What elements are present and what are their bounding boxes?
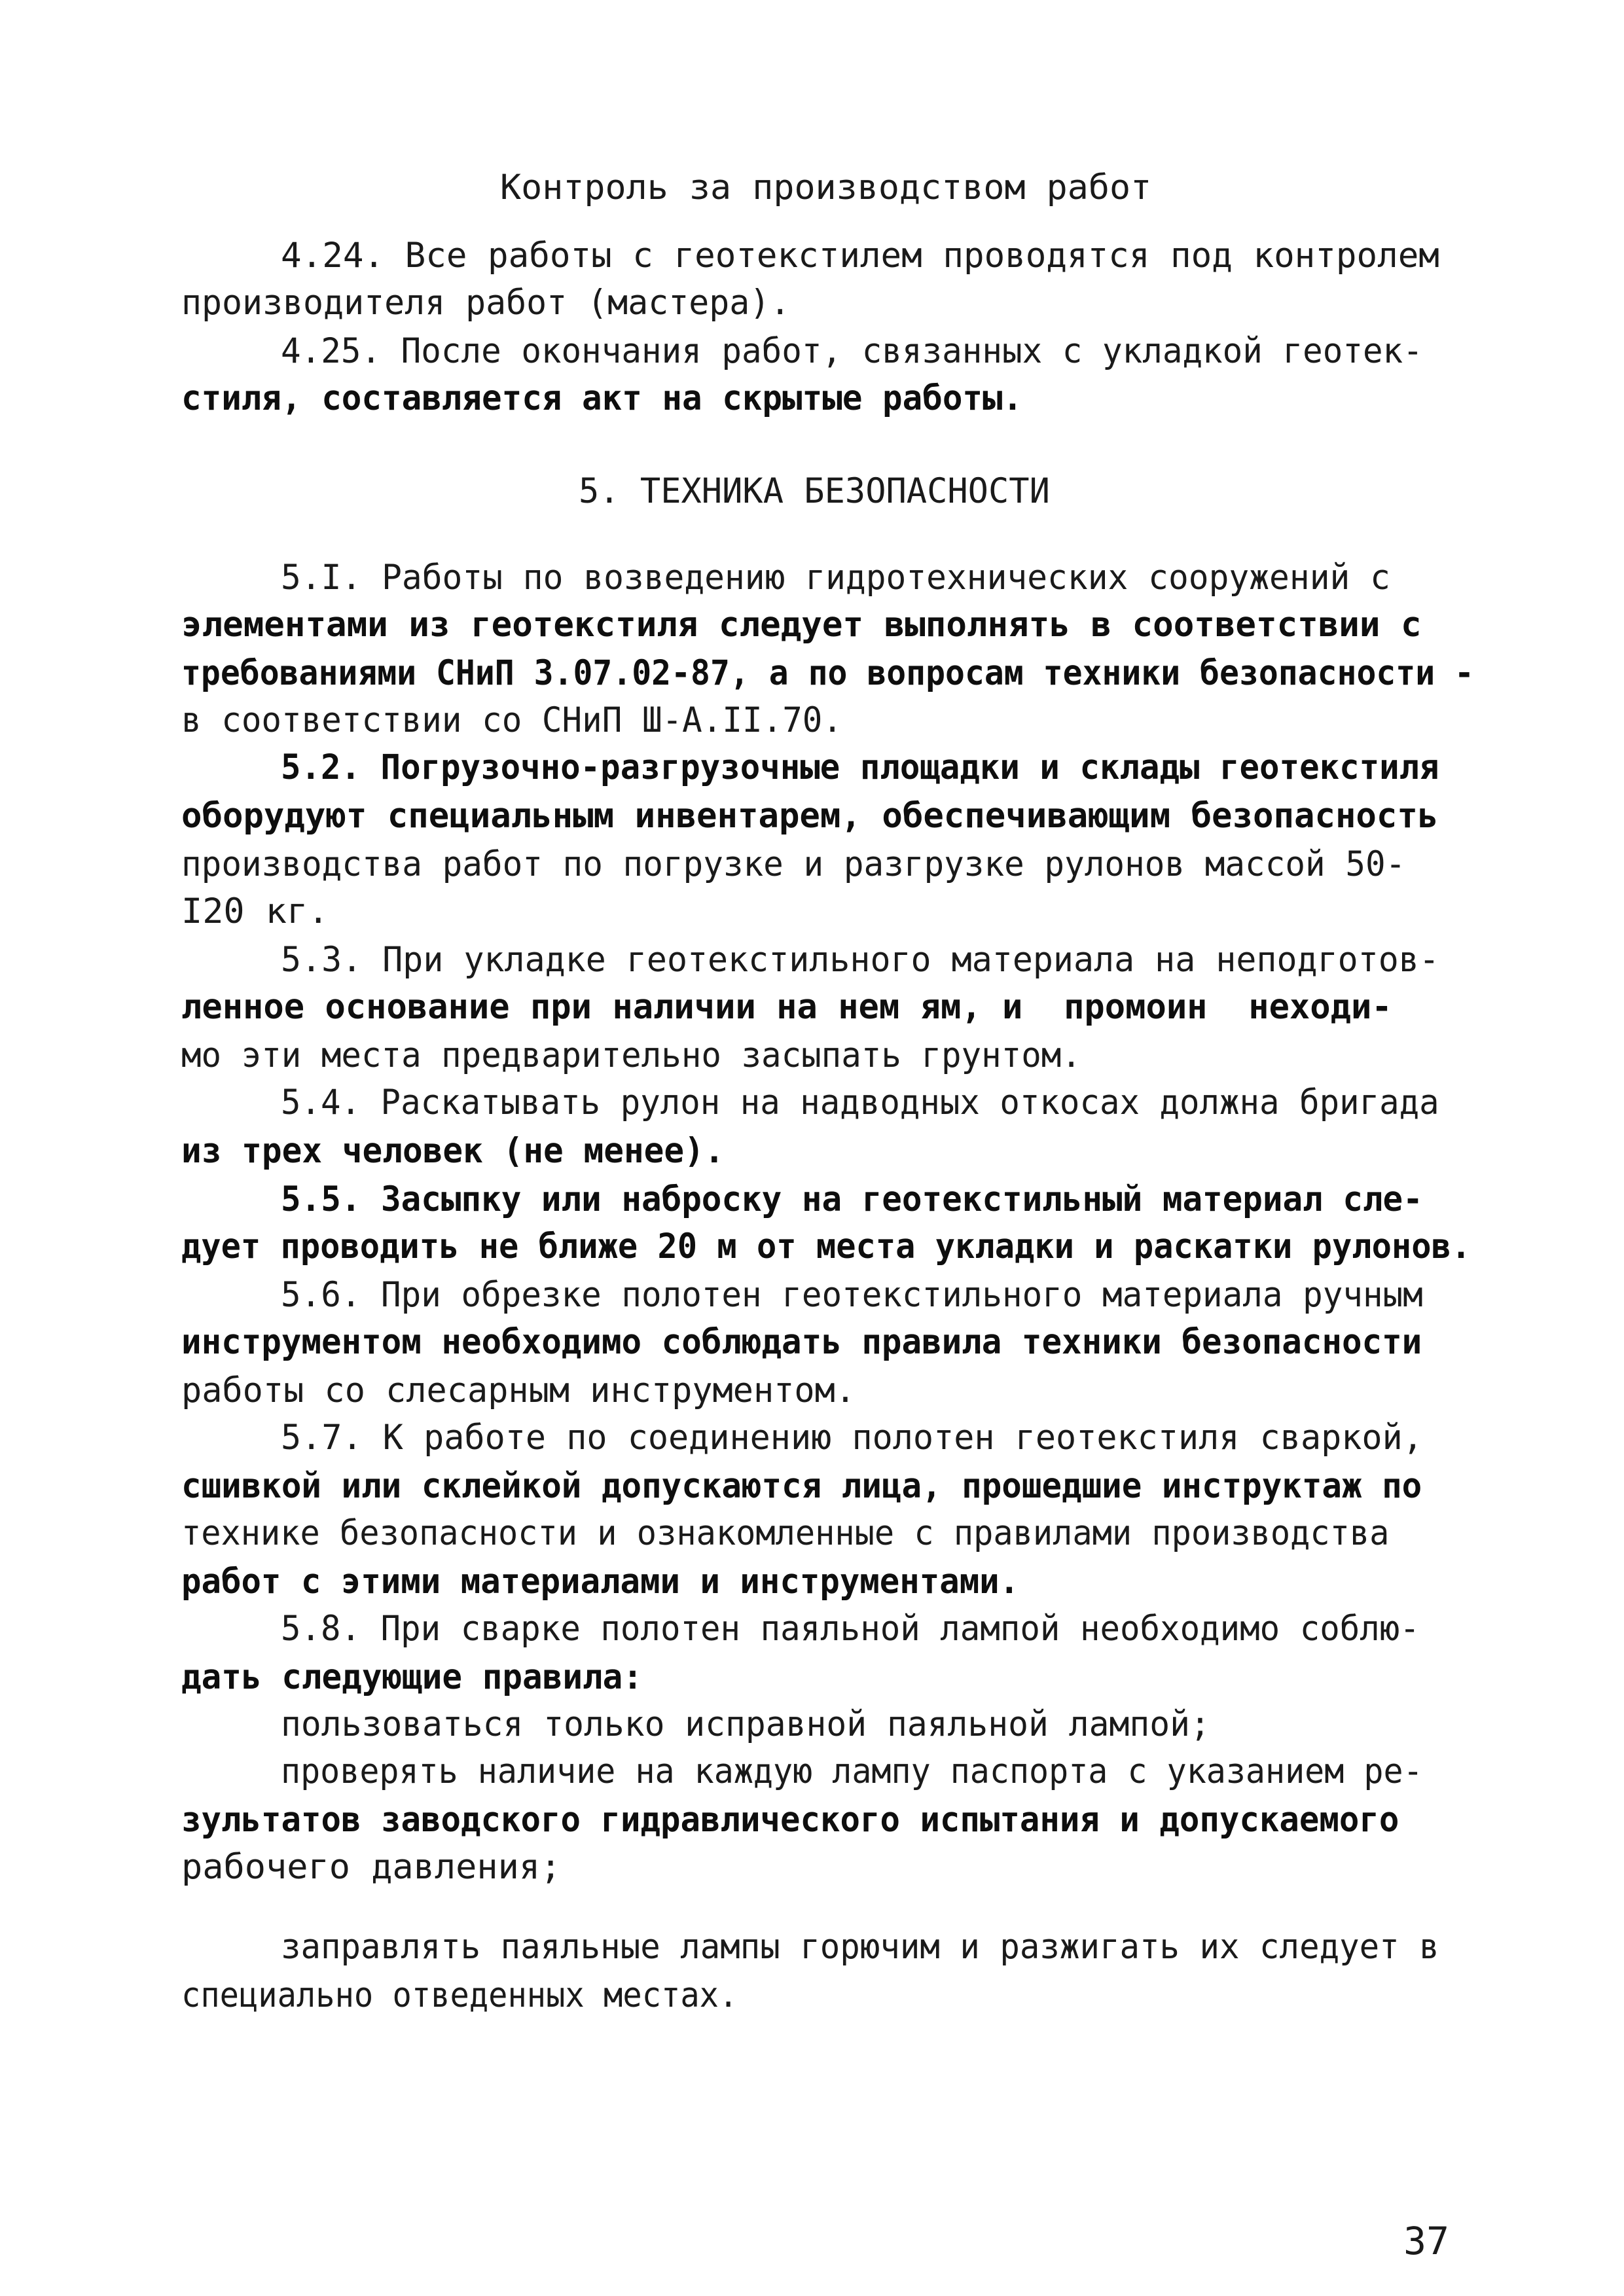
paragraph-line: 4.25. После окончания работ, связанных с укладкой геотек- — [281, 331, 1423, 371]
paragraph-line: дать следующие правила: — [181, 1657, 643, 1697]
paragraph-line: элементами из геотекстиля следует выполнять в соответствии с — [181, 605, 1422, 645]
paragraph-line: ленное основание при наличии на нем ям, и промоин неходи- — [181, 987, 1392, 1027]
paragraph-line: из трех человек (не менее). — [181, 1131, 725, 1171]
paragraph-line: 5.4. Раскатывать рулон на надводных откосах должна бригада — [281, 1083, 1439, 1122]
paragraph-line: инструментом необходимо соблюдать правила техники безопасности — [181, 1322, 1422, 1362]
paragraph-line: производителя работ (мастера). — [181, 283, 791, 323]
paragraph-line: оборудуют специальным инвентарем, обеспечивающим безопасность — [181, 796, 1439, 836]
paragraph-line: работы со слесарным инструментом. — [181, 1371, 856, 1410]
paragraph-line: 5.6. При обрезке полотен геотекстильного материала ручным — [281, 1275, 1423, 1315]
paragraph-line: сшивкой или склейкой допускаются лица, прошедшие инструктаж по — [181, 1466, 1422, 1506]
paragraph-line: технике безопасности и ознакомленные с правилами производства — [181, 1513, 1390, 1553]
page-number: 37 — [1403, 2219, 1449, 2263]
paragraph-line: работ с этими материалами и инструментами. — [181, 1562, 1020, 1602]
paragraph-line: специально отведенных местах. — [181, 1975, 738, 2015]
paragraph-line: рабочего давления; — [181, 1847, 562, 1887]
paragraph-line: 5.3. При укладке геотекстильного материала на неподготов- — [281, 940, 1439, 980]
paragraph-line: стиля, составляется акт на скрытые работы. — [181, 378, 1023, 418]
paragraph-line: пользоваться только исправной паяльной лампой; — [281, 1704, 1210, 1744]
paragraph-line: 5.7. К работе по соединению полотен геотекстиля сваркой, — [281, 1418, 1423, 1458]
paragraph-line: дует проводить не ближе 20 м от места укладки и раскатки рулонов. — [181, 1227, 1471, 1266]
paragraph-line: проверять наличие на каждую лампу паспорта с указанием ре- — [281, 1751, 1423, 1791]
paragraph-line: 5.I. Работы по возведению гидротехнических сооружений с — [281, 558, 1390, 598]
section-heading-control: Контроль за производством работ — [500, 168, 1152, 207]
paragraph-line: зультатов заводского гидравлического испытания и допускаемого — [181, 1800, 1399, 1840]
paragraph-line: заправлять паяльные лампы горючим и разжигать их следует в — [281, 1927, 1439, 1967]
paragraph-line: I20 кг. — [181, 891, 329, 931]
paragraph-line: в соответствии со СНиП Ш-А.II.70. — [181, 700, 843, 740]
section-heading-safety: 5. ТЕХНИКА БЕЗОПАСНОСТИ — [579, 471, 1050, 511]
paragraph-line: 5.5. Засыпку или наброску на геотекстильный материал сле- — [281, 1179, 1423, 1219]
paragraph-line: требованиями СНиП 3.07.02-87, а по вопросам техники безопасности - — [181, 653, 1474, 693]
paragraph-line: 4.24. Все работы с геотекстилем проводятся под контролем — [281, 236, 1439, 276]
paragraph-line: мо эти места предварительно засыпать грунтом. — [181, 1035, 1081, 1075]
paragraph-line: производства работ по погрузке и разгрузке рулонов массой 50- — [181, 844, 1406, 884]
paragraph-line: 5.2. Погрузочно-разгрузочные площадки и склады геотекстиля — [281, 747, 1439, 787]
paragraph-line: 5.8. При сварке полотен паяльной лампой необходимо соблю- — [281, 1609, 1420, 1649]
